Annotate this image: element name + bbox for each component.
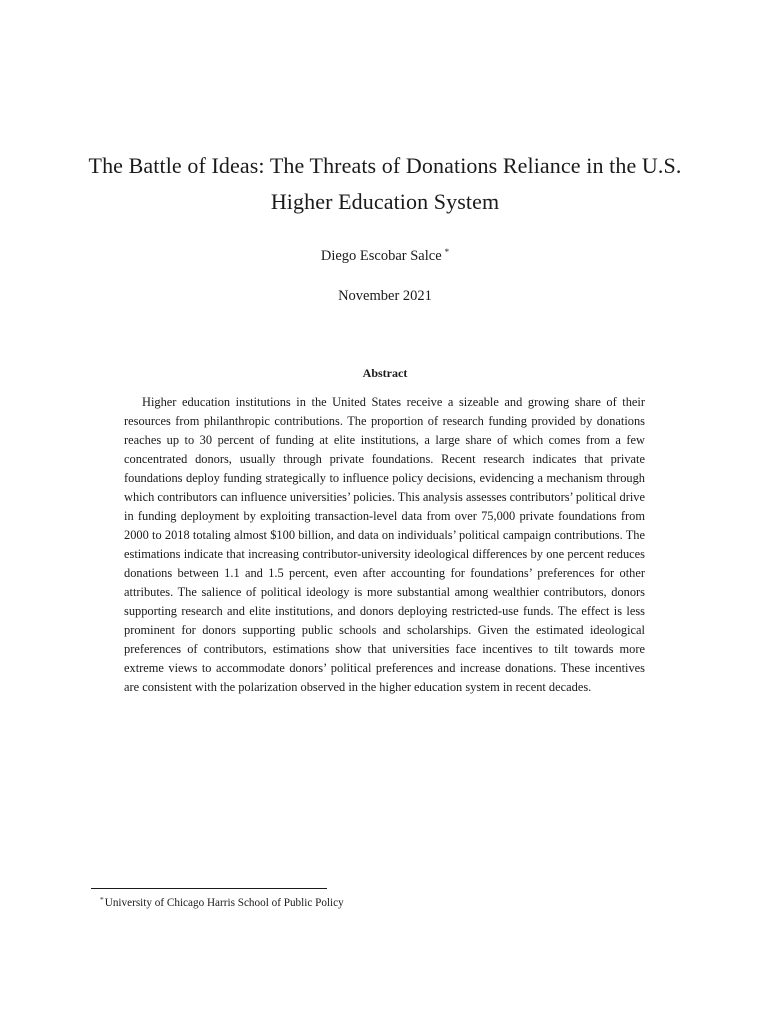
author-name: Diego Escobar Salce [320,248,442,264]
paper-title: The Battle of Ideas: The Threats of Donations Reliance in the U.S. Higher Education System [88,153,682,214]
author-line [0,242,770,266]
footnote-affiliation: University of Chicago Harris School of Public Policy [104,897,344,909]
publication-date: November 2021 [338,288,432,304]
abstract-text: Higher education institutions in the United States receive a sizeable and growing share of their resources from philanthropic contributions. The proportion of research funding provided by donations reaches up to 30 percent of funding at elite institutions, a large share of which comes from a few concentrated donors, usually through private foundations. Recent research indicates that private foundations deploy funding strategically to influence policy decisions, evidencing a mechanism through which contributors can influence universities’ policies. This analysis assesses contributors’ political drive in funding deployment by exploiting transaction-level data from over 75,000 private foundations from 2000 to 2018 totaling almost $100 billion, and data on individuals’ political campaign contributions. The estimations indicate that increasing contributor-university ideological differences by one percent reduces donations between 1.1 and 1.5 percent, even after accounting for foundations’ preferences for other attributes. The salience of political ideology is more substantial among wealthier contributors, donors supporting research and elite institutions, and donors deploying restricted-use funds. The effect is less prominent for donors supporting public schools and scholarships. Given the estimated ideological preferences of contributors, estimations show that universities face incentives to tilt towards more extreme views to accommodate donors’ political preferences and increase donations. These incentives are consistent with the polarization observed in the higher education system in recent decades. [124,395,645,694]
footnote [100,892,660,911]
footnote-marker: * [100,895,104,904]
footnote-divider [91,888,327,889]
author-footnote-marker: * [444,247,450,257]
abstract-heading: Abstract [362,366,408,380]
